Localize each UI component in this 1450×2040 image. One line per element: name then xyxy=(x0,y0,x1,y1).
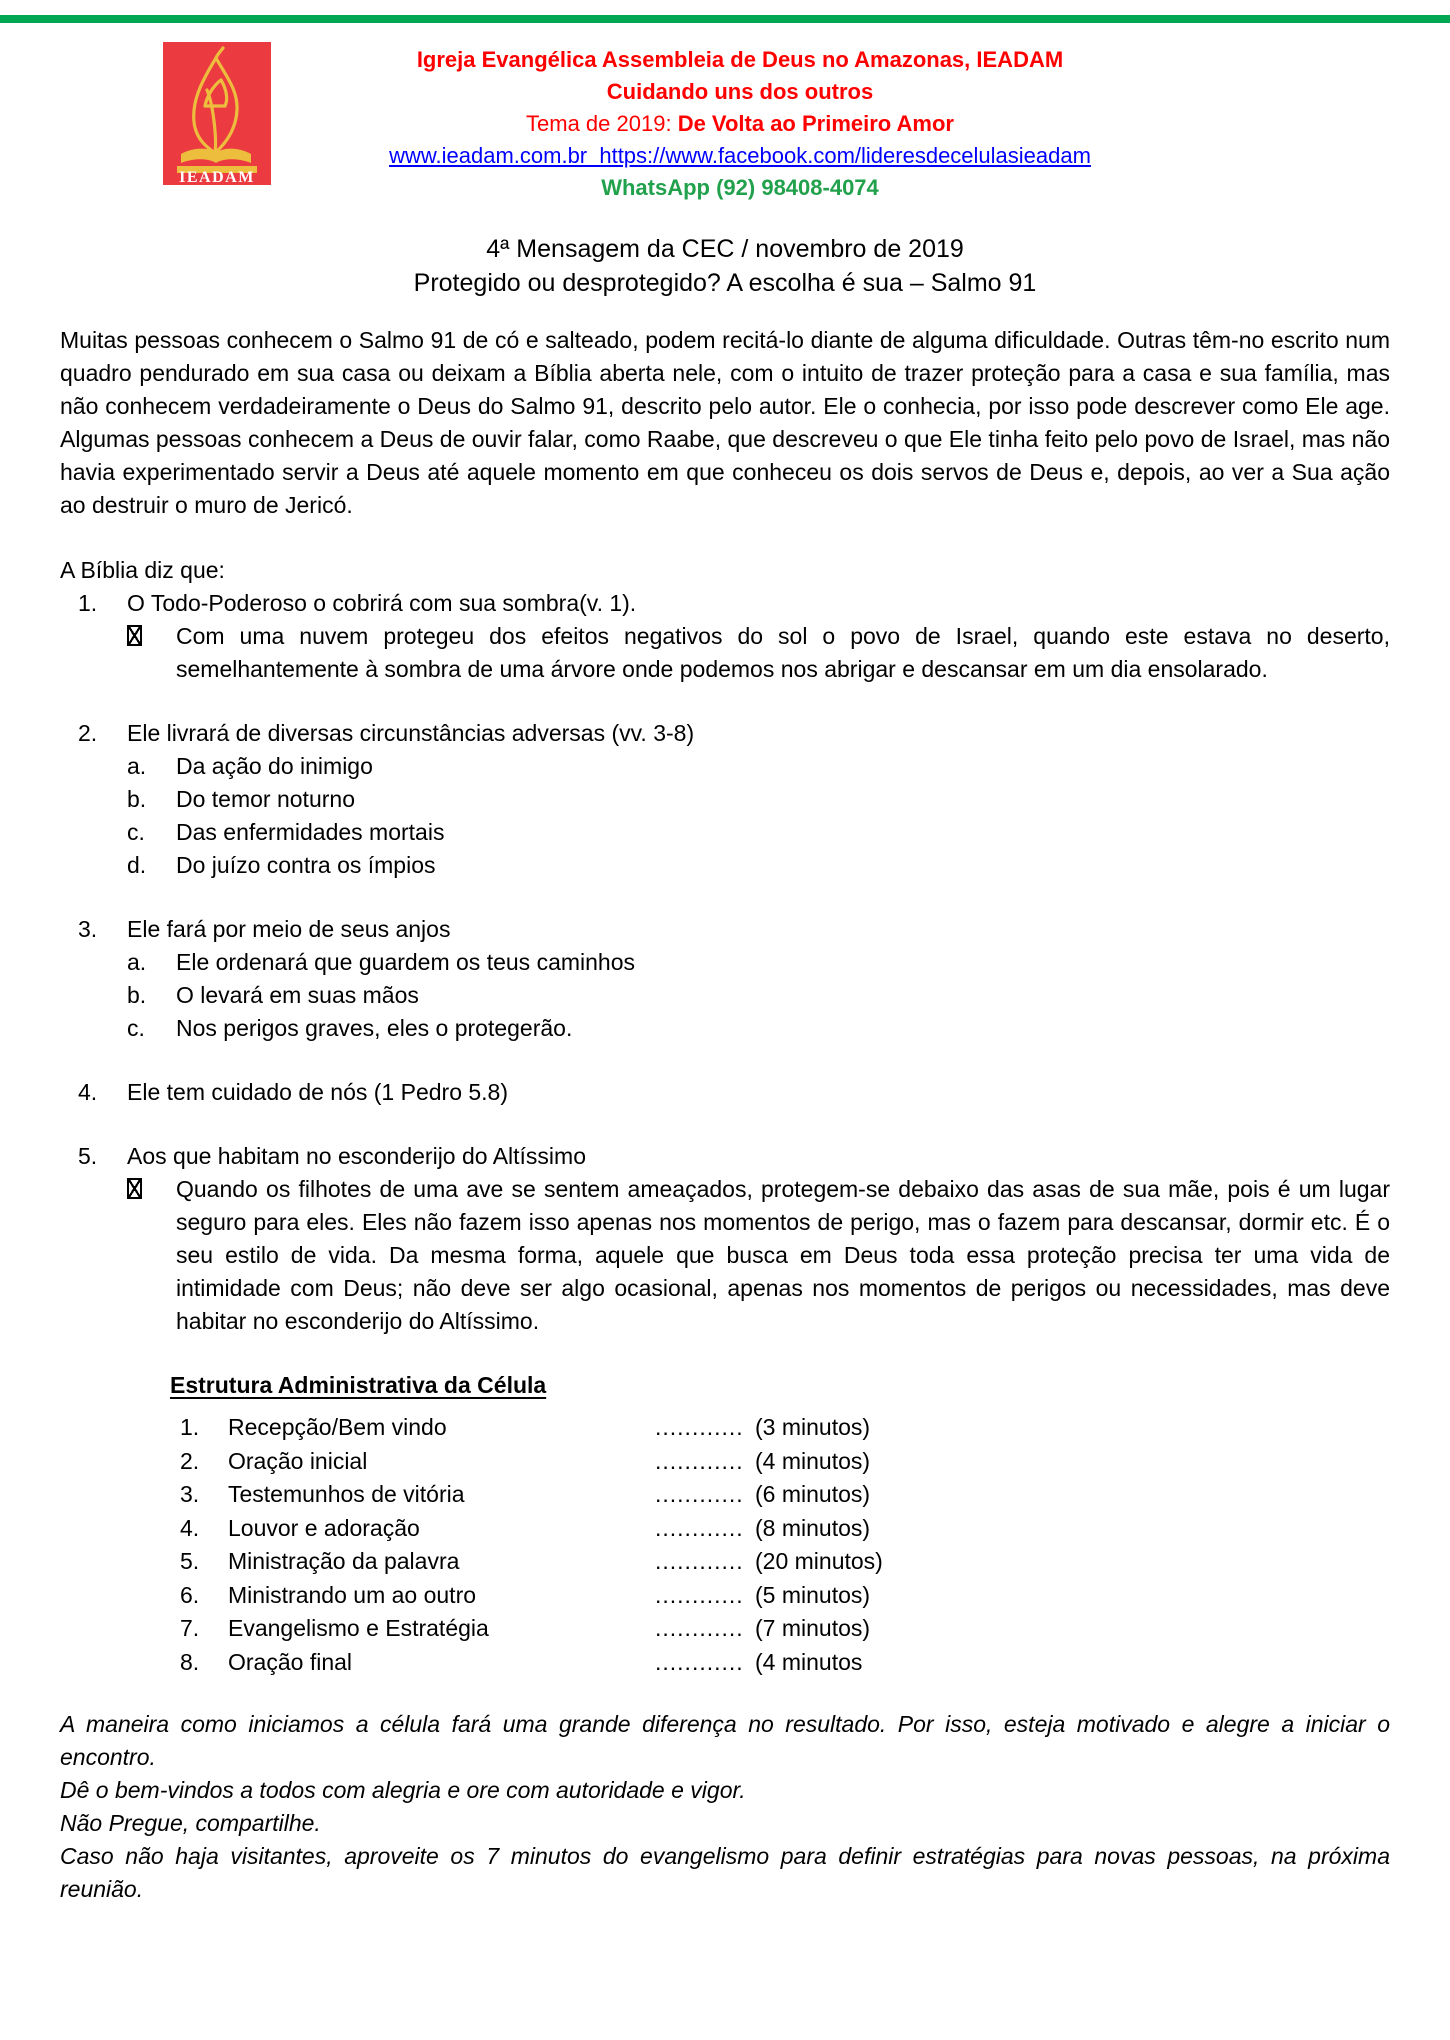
item-text: O Todo-Poderoso o cobrirá com sua sombra(v. 1). xyxy=(127,590,637,616)
row-number: 5. xyxy=(180,1548,200,1574)
item-number: 5. xyxy=(78,1143,98,1169)
note-item xyxy=(127,1173,1390,1338)
row-time: (20 minutos) xyxy=(755,1548,883,1574)
row-time: (6 minutos) xyxy=(755,1481,871,1507)
dotted-leader: ............ xyxy=(655,1514,744,1541)
footer-notes xyxy=(60,1708,1390,1906)
dotted-leader: ............ xyxy=(655,1447,744,1474)
item-number: 4. xyxy=(78,1079,98,1105)
theme-prefix: Tema de 2019: xyxy=(526,111,678,136)
item-number: 1. xyxy=(78,590,98,616)
sub-letter: d. xyxy=(127,852,147,878)
logo-text: IEADAM xyxy=(179,169,255,185)
item-text: Ele tem cuidado de nós (1 Pedro 5.8) xyxy=(127,1079,509,1105)
item-text: Ele livrará de diversas circunstâncias adversas (vv. 3-8) xyxy=(127,720,695,746)
document-body xyxy=(60,232,1390,1906)
sub-item xyxy=(127,979,1390,1012)
structure-row xyxy=(180,1478,1390,1512)
sub-letter: c. xyxy=(127,819,145,845)
footer-note: A maneira como iniciamos a célula fará uma grande diferença no resultado. Por isso, esteja motivado e alegre a iniciar o encontro. xyxy=(60,1711,1390,1770)
title-line-2: Protegido ou desprotegido? A escolha é sua – Salmo 91 xyxy=(413,269,1037,297)
row-number: 1. xyxy=(180,1414,200,1440)
list-item xyxy=(60,587,1390,620)
bullet-box-icon xyxy=(127,620,176,686)
sub-letter: a. xyxy=(127,949,147,975)
row-activity: Testemunhos de vitória xyxy=(228,1481,465,1507)
row-activity: Oração inicial xyxy=(228,1447,368,1474)
note-text: Quando os filhotes de uma ave se sentem ameaçados, protegem-se debaixo das asas de sua mãe, pois é um lugar seguro para eles. Eles não fazem isso apenas nos momentos de perigo, mas o fazem para descansar, dormir etc. É o seu estilo de vida. Da mesma forma, aquele que busca em Deus toda essa proteção precisa ter uma vida de intimidade com Deus; não deve ser algo ocasional, apenas nos momentos de perigos ou necessidades, mas deve habitar no esconderijo do Altíssimo. xyxy=(176,1176,1390,1334)
row-time: (8 minutos) xyxy=(755,1514,871,1541)
item-number: 3. xyxy=(78,916,98,942)
top-border xyxy=(0,15,1450,23)
row-time: (7 minutos) xyxy=(755,1615,871,1641)
footer-note: Dê o bem-vindos a todos com alegria e ore com autoridade e vigor. xyxy=(60,1777,746,1803)
sub-item xyxy=(127,750,1390,783)
sub-text: Do juízo contra os ímpios xyxy=(176,852,436,878)
whatsapp-number: WhatsApp (92) 98408-4074 xyxy=(601,175,879,200)
sub-text: Nos perigos graves, eles o protegerão. xyxy=(176,1015,573,1041)
theme-title: De Volta ao Primeiro Amor xyxy=(677,111,954,136)
footer-note: Não Pregue, compartilhe. xyxy=(60,1810,321,1836)
dotted-leader: ............ xyxy=(655,1414,744,1440)
title-line-1: 4ª Mensagem da CEC / novembro de 2019 xyxy=(486,235,964,263)
dotted-leader: ............ xyxy=(655,1615,744,1641)
note-item xyxy=(127,620,1390,686)
dotted-leader: ............ xyxy=(655,1548,744,1574)
list-item xyxy=(60,913,1390,946)
list-item xyxy=(60,1076,1390,1109)
row-activity: Oração final xyxy=(228,1648,353,1675)
list-item xyxy=(60,717,1390,750)
website-link[interactable]: www.ieadam.com.br https://www.facebook.com/lideresdecelulasieadam xyxy=(389,143,1091,168)
row-activity: Louvor e adoração xyxy=(228,1514,420,1541)
document-header xyxy=(160,44,1320,204)
row-number: 3. xyxy=(180,1481,200,1507)
message-title xyxy=(60,232,1390,300)
row-activity: Recepção/Bem vindo xyxy=(228,1414,447,1440)
row-time: (3 minutos) xyxy=(755,1414,871,1440)
sub-text: O levará em suas mãos xyxy=(176,982,419,1008)
structure-row xyxy=(180,1411,1390,1445)
row-number: 2. xyxy=(180,1447,200,1474)
row-number: 4. xyxy=(180,1514,200,1541)
sub-item xyxy=(127,783,1390,816)
sub-item xyxy=(127,816,1390,849)
item-number: 2. xyxy=(78,720,98,746)
row-number: 7. xyxy=(180,1615,200,1641)
structure-row xyxy=(180,1646,1390,1680)
dotted-leader: ............ xyxy=(655,1648,744,1675)
dotted-leader: ............ xyxy=(655,1581,744,1608)
structure-row xyxy=(180,1545,1390,1579)
sub-letter: b. xyxy=(127,982,147,1008)
item-text: Aos que habitam no esconderijo do Altíssimo xyxy=(127,1143,586,1169)
note-text: Com uma nuvem protegeu dos efeitos negativos do sol o povo de Israel, quando este estava no deserto, semelhantemente à sombra de uma árvore onde podemos nos abrigar e descansar em um dia ensolarado. xyxy=(176,623,1390,682)
sub-item xyxy=(127,946,1390,979)
structure-row xyxy=(180,1512,1390,1546)
structure-list xyxy=(60,1411,1390,1679)
sub-letter: b. xyxy=(127,786,147,812)
row-time: (4 minutos xyxy=(755,1648,863,1675)
structure-row xyxy=(180,1445,1390,1479)
footer-note: Caso não haja visitantes, aproveite os 7 minutos do evangelismo para definir estratégias para novas pessoas, na próxima reunião. xyxy=(60,1843,1390,1902)
list-item xyxy=(60,1140,1390,1173)
structure-row xyxy=(180,1612,1390,1646)
links-line xyxy=(160,140,1320,172)
row-activity: Ministração da palavra xyxy=(228,1548,460,1574)
structure-row xyxy=(180,1579,1390,1613)
sub-letter: a. xyxy=(127,753,147,779)
row-number: 6. xyxy=(180,1581,200,1608)
sub-text: Da ação do inimigo xyxy=(176,753,373,779)
row-time: (5 minutos) xyxy=(755,1581,871,1608)
sub-item xyxy=(127,1012,1390,1045)
dotted-leader: ............ xyxy=(655,1481,744,1507)
sub-letter: c. xyxy=(127,1015,145,1041)
sub-text: Das enfermidades mortais xyxy=(176,819,445,845)
row-activity: Evangelismo e Estratégia xyxy=(228,1615,489,1641)
theme-line xyxy=(160,108,1320,140)
bullet-box-icon xyxy=(127,1173,176,1338)
sub-text: Ele ordenará que guardem os teus caminhos xyxy=(176,949,636,975)
row-activity: Ministrando um ao outro xyxy=(228,1581,477,1608)
intro-paragraph: Muitas pessoas conhecem o Salmo 91 de có e salteado, podem recitá-lo diante de alguma dificuldade. Outras têm-no escrito num quadro pendurado em sua casa ou deixam a Bíblia aberta nele, com o intuito de trazer proteção para a casa e sua família, mas não conhecem verdadeiramente o Deus do Salmo 91, descrito pelo autor. Ele o conhecia, por isso pode descrever como Ele age. Algumas pessoas conhecem a Deus de ouvir falar, como Raabe, que descreveu o que Ele tinha feito pelo povo de Israel, mas não havia experimentado servir a Deus até aquele momento em que conheceu os dois servos de Deus e, depois, ao ver a Sua ação ao destruir o muro de Jericó. xyxy=(60,327,1390,518)
row-time: (4 minutos) xyxy=(755,1447,871,1474)
bible-says-lead: A Bíblia diz que: xyxy=(60,557,225,583)
org-name: Igreja Evangélica Assembleia de Deus no Amazonas, IEADAM xyxy=(416,47,1064,72)
sub-text: Do temor noturno xyxy=(176,786,355,812)
row-number: 8. xyxy=(180,1648,200,1675)
structure-heading: Estrutura Administrativa da Célula xyxy=(170,1372,547,1398)
item-text: Ele fará por meio de seus anjos xyxy=(127,916,451,942)
motto-line: Cuidando uns dos outros xyxy=(606,79,874,104)
sub-item xyxy=(127,849,1390,882)
